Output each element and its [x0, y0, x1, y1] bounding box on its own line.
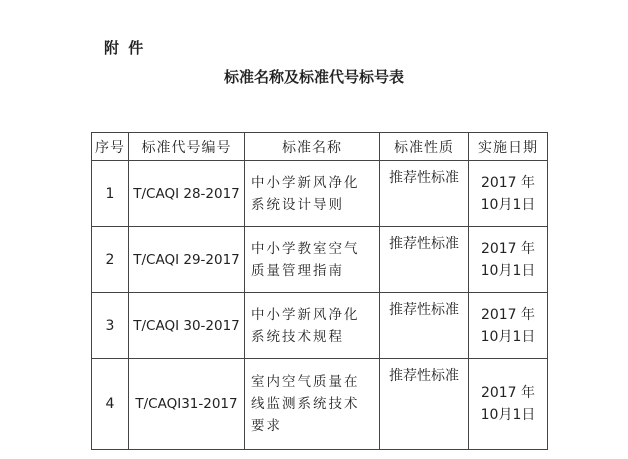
row-code: T/CAQI31-2017 [129, 359, 245, 450]
table-row [92, 161, 548, 227]
document-title: 标准名称及标准代号标号表 [223, 68, 404, 86]
row-name: 中小学教室空气质量管理指南 [245, 227, 380, 293]
row-nature: 推荐性标准 [380, 359, 469, 450]
table-row [92, 359, 548, 450]
row-date [469, 227, 548, 293]
row-code: T/CAQI 28-2017 [129, 161, 245, 227]
row-seq: 1 [92, 161, 129, 227]
row-seq: 2 [92, 227, 129, 293]
column-header-seq: 序号 [92, 133, 129, 161]
row-date [469, 359, 548, 450]
table-header-row [92, 133, 548, 161]
row-date-year: 2017 年 [480, 240, 536, 257]
row-seq: 4 [92, 359, 129, 450]
row-name: 室内空气质量在线监测系统技术要求 [245, 359, 380, 450]
row-date [469, 161, 548, 227]
row-date-year: 2017 年 [480, 174, 536, 191]
row-seq: 3 [92, 293, 129, 359]
row-date-year: 2017 年 [480, 385, 536, 401]
row-date [469, 293, 548, 359]
row-nature: 推荐性标准 [380, 161, 469, 227]
standards-table [91, 132, 548, 450]
row-code: T/CAQI 29-2017 [129, 227, 245, 293]
column-header-date: 实施日期 [469, 133, 548, 161]
row-code: T/CAQI 30-2017 [129, 293, 245, 359]
row-date-day: 10月1日 [480, 262, 536, 279]
row-date-day: 10月1日 [480, 328, 536, 345]
attachment-label: 附 件 [104, 39, 146, 57]
table-row [92, 227, 548, 293]
table-row [92, 293, 548, 359]
row-name: 中小学新风净化系统设计导则 [245, 161, 380, 227]
row-date-day: 10月1日 [480, 407, 536, 423]
row-name: 中小学新风净化系统技术规程 [245, 293, 380, 359]
row-nature: 推荐性标准 [380, 293, 469, 359]
row-date-year: 2017 年 [480, 306, 536, 323]
column-header-nature: 标准性质 [380, 133, 469, 161]
column-header-name: 标准名称 [245, 133, 380, 161]
row-nature: 推荐性标准 [380, 227, 469, 293]
row-date-day: 10月1日 [480, 196, 536, 213]
column-header-code: 标准代号编号 [129, 133, 245, 161]
